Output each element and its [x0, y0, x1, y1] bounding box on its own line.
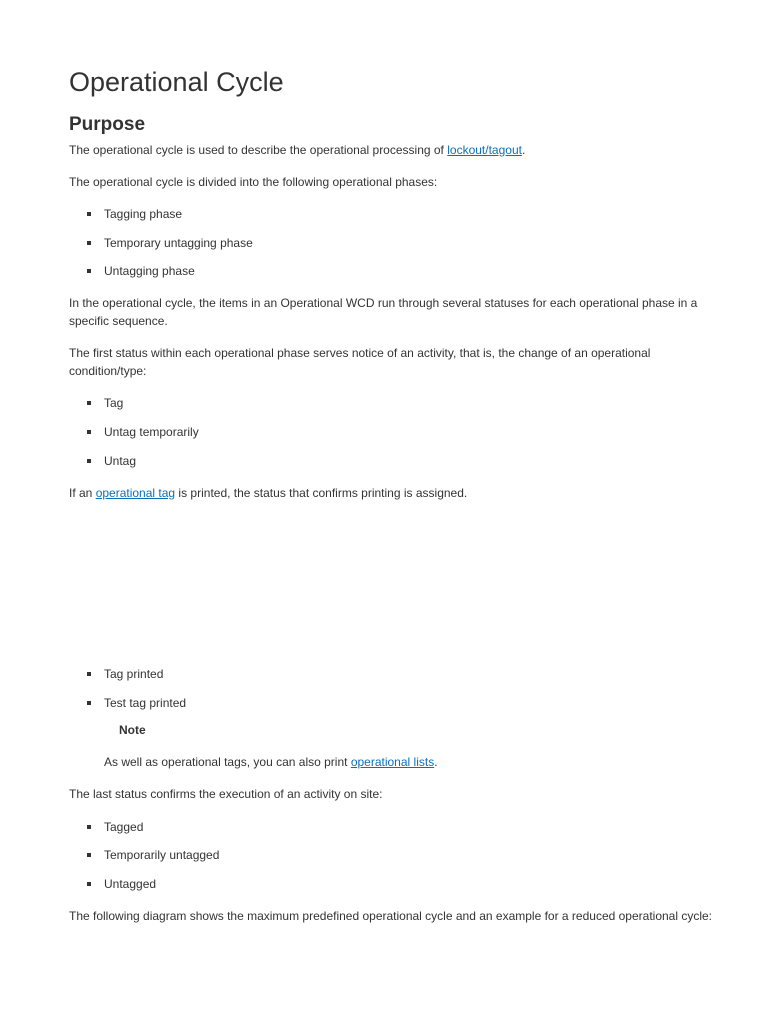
note-text-end: .	[434, 755, 438, 769]
note-title: Note	[119, 723, 146, 737]
list-item	[87, 262, 195, 280]
list-item-label: Untag	[104, 454, 137, 468]
bullet-icon	[87, 459, 91, 463]
list-item-label: Tag printed	[104, 667, 164, 681]
last-status-paragraph: The last status confirms the execution of an activity on site:	[69, 787, 383, 801]
list-item	[87, 423, 199, 441]
list-item	[87, 394, 123, 412]
list-item-label: Temporarily untagged	[104, 848, 220, 862]
list-item	[87, 875, 156, 893]
first-status-paragraph: The first status within each operational phase serves notice of an activity, that is, the change of an operational condition/type:	[69, 346, 651, 378]
note-text-start: As well as operational tags, you can also print	[104, 755, 351, 769]
operational-lists-link[interactable]: operational lists	[350, 755, 435, 769]
list-item-label: Tagging phase	[104, 207, 183, 221]
list-item	[87, 452, 136, 470]
list-item-label: Tagged	[104, 820, 144, 834]
diagram-intro-paragraph: The following diagram shows the maximum predefined operational cycle and an example for a reduced operational cycle:	[69, 909, 713, 923]
intro-paragraph	[69, 141, 709, 159]
list-item	[87, 694, 186, 712]
list-item-label: Test tag printed	[104, 696, 187, 710]
bullet-icon	[87, 401, 91, 405]
bullet-icon	[87, 825, 91, 829]
list-item-label: Tag	[104, 396, 124, 410]
bullet-icon	[87, 882, 91, 886]
section-heading-purpose: Purpose	[69, 114, 146, 135]
bullet-icon	[87, 701, 91, 705]
list-item-label: Untagged	[104, 877, 157, 891]
list-item-label: Untag temporarily	[104, 425, 199, 439]
operational-tag-paragraph	[69, 484, 709, 502]
intro-text-end: .	[521, 143, 526, 157]
lockout-tagout-link[interactable]: lockout/tagout	[447, 143, 522, 157]
statuses-paragraph: In the operational cycle, the items in an Operational WCD run through several statuses for each operational phase in a specific sequence.	[69, 296, 698, 328]
list-item-label: Temporary untagging phase	[104, 236, 253, 250]
bullet-icon	[87, 269, 91, 273]
bullet-icon	[87, 212, 91, 216]
list-item	[87, 818, 143, 836]
operational-tag-text-end: is printed, the status that confirms printing is assigned.	[175, 486, 468, 500]
list-item	[87, 205, 182, 223]
list-item	[87, 234, 253, 252]
phases-intro-paragraph: The operational cycle is divided into the following operational phases:	[69, 175, 438, 189]
list-item	[87, 665, 163, 683]
page-title: Operational Cycle	[69, 67, 284, 97]
list-item	[87, 846, 219, 864]
bullet-icon	[87, 672, 91, 676]
bullet-icon	[87, 241, 91, 245]
list-item-label: Untagging phase	[104, 264, 195, 278]
bullet-icon	[87, 853, 91, 857]
operational-tag-link[interactable]: operational tag	[95, 486, 176, 500]
operational-tag-text: If an	[69, 486, 96, 500]
intro-text: The operational cycle is used to describe the operational processing of	[69, 143, 448, 157]
note-text	[104, 753, 438, 771]
bullet-icon	[87, 430, 91, 434]
